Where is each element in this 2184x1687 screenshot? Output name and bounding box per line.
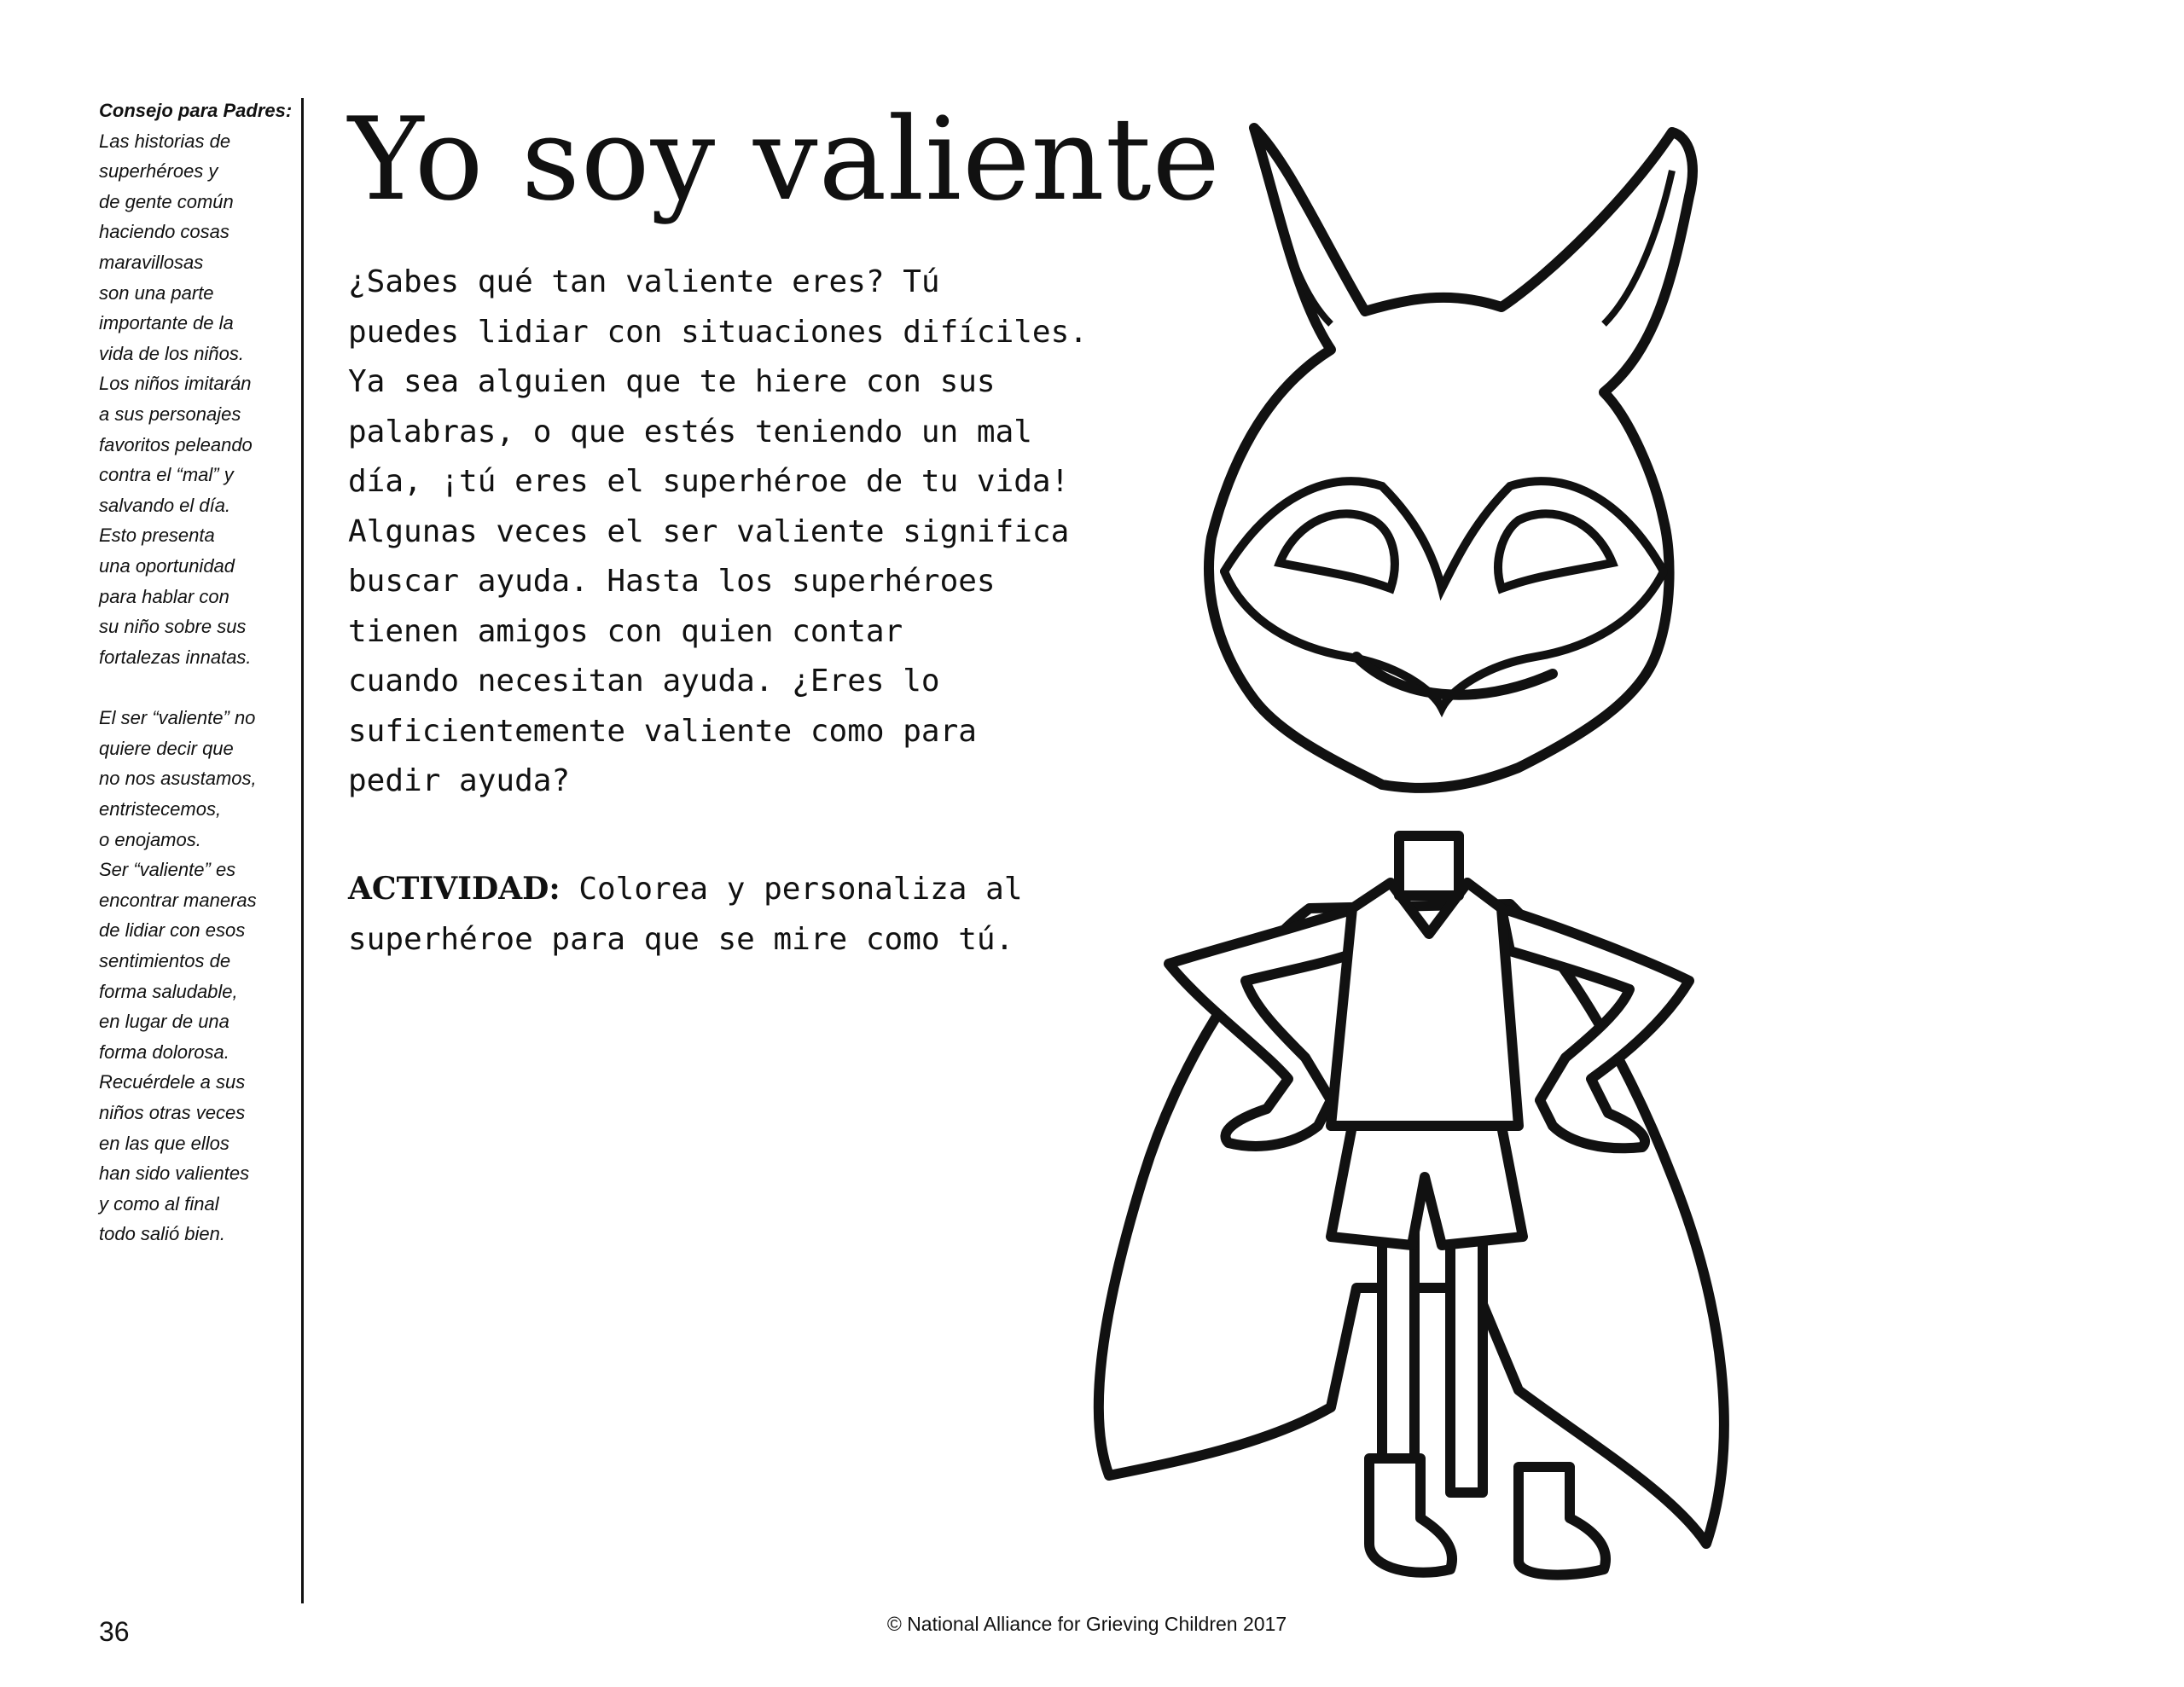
- parent-tip-line: El ser “valiente” no: [99, 707, 256, 729]
- right-boot: [1519, 1467, 1606, 1575]
- activity-label: ACTIVIDAD:: [348, 871, 561, 907]
- parent-tip-line: y como al final: [99, 1192, 219, 1215]
- copyright-footer: © National Alliance for Grieving Children 2017: [886, 1613, 1287, 1635]
- parent-tip-line: forma saludable,: [99, 980, 238, 1002]
- parent-tip-line: entristecemos,: [99, 798, 222, 820]
- activity-text-line-2: superhéroe para que se mire como tú.: [348, 921, 1014, 957]
- body-line: día, ¡tú eres el superhéroe de tu vida!: [348, 464, 1070, 499]
- left-boot: [1369, 1458, 1452, 1573]
- parent-tip-line: vida de los niños.: [99, 342, 244, 364]
- parent-tip-line: fortalezas innatas.: [99, 646, 252, 668]
- body-paragraph: [348, 258, 1088, 807]
- body-line: pedir ayuda?: [348, 763, 571, 798]
- parent-tip-line: para hablar con: [99, 585, 229, 607]
- superhero-cat-coloring-figure: [1075, 111, 1757, 1612]
- parent-tip-line: de gente común: [99, 190, 234, 212]
- parent-tip-paragraph-1: [99, 126, 295, 673]
- parent-tip-line: favoritos peleando: [99, 433, 253, 455]
- body-line: Algunas veces el ser valiente significa: [348, 513, 1070, 549]
- page-title: Yo soy valiente: [348, 93, 1221, 226]
- body-line: cuando necesitan ayuda. ¿Eres lo: [348, 664, 940, 699]
- activity-text-line-1: Colorea y personaliza al: [560, 872, 1023, 907]
- parent-tip-line: haciendo cosas: [99, 221, 229, 243]
- parent-tip-heading: Consejo para Padres:: [99, 100, 293, 121]
- parent-tip-line: Esto presenta: [99, 525, 215, 547]
- parent-tip-line: niños otras veces: [99, 1102, 246, 1123]
- body-line: puedes lidiar con situaciones difíciles.: [348, 314, 1088, 350]
- neck: [1399, 836, 1459, 896]
- parent-tip-line: importante de la: [99, 312, 234, 334]
- parent-tip-line: sentimientos de: [99, 950, 231, 972]
- right-leg: [1450, 1228, 1483, 1493]
- parent-tip-line: forma dolorosa.: [99, 1041, 229, 1063]
- parent-tip-line: encontrar maneras: [99, 889, 257, 911]
- parent-tip-line: han sido valientes: [99, 1162, 250, 1185]
- parent-tip-line: superhéroes y: [99, 160, 218, 183]
- body-line: Ya sea alguien que te hiere con sus: [348, 364, 996, 399]
- parent-tip-line: Las historias de: [99, 130, 231, 152]
- body-line: tienen amigos con quien contar: [348, 613, 903, 649]
- page-number: 36: [99, 1616, 130, 1647]
- parent-tip-sidebar: [99, 96, 295, 1249]
- parent-tip-line: Ser “valiente” es: [99, 859, 236, 881]
- parent-tip-paragraph-2: [99, 703, 295, 1249]
- parent-tip-line: salvando el día.: [99, 494, 231, 516]
- parent-tip-line: o enojamos.: [99, 828, 201, 850]
- parent-tip-line: Recuérdele a sus: [99, 1071, 246, 1093]
- body-line: ¿Sabes qué tan valiente eres? Tú: [348, 264, 940, 299]
- sidebar-divider: [301, 98, 304, 1603]
- parent-tip-line: su niño sobre sus: [99, 616, 247, 638]
- body-line: palabras, o que estés teniendo un mal: [348, 414, 1032, 449]
- parent-tip-line: en las que ellos: [99, 1132, 229, 1154]
- parent-tip-line: son una parte: [99, 281, 214, 304]
- parent-tip-line: quiere decir que: [99, 737, 234, 759]
- parent-tip-line: Los niños imitarán: [99, 373, 252, 395]
- parent-tip-line: maravillosas: [99, 251, 204, 273]
- parent-tip-line: en lugar de una: [99, 1011, 229, 1033]
- parent-tip-line: contra el “mal” y: [99, 464, 234, 486]
- parent-tip-line: a sus personajes: [99, 403, 241, 425]
- activity-instructions: [348, 864, 1065, 965]
- body-line: buscar ayuda. Hasta los superhéroes: [348, 564, 996, 599]
- body-line: suficientemente valiente como para: [348, 713, 977, 749]
- parent-tip-line: todo salió bien.: [99, 1223, 225, 1245]
- parent-tip-line: una oportunidad: [99, 554, 235, 577]
- left-leg: [1382, 1228, 1414, 1493]
- parent-tip-line: no nos asustamos,: [99, 768, 257, 790]
- parent-tip-line: de lidiar con esos: [99, 919, 246, 942]
